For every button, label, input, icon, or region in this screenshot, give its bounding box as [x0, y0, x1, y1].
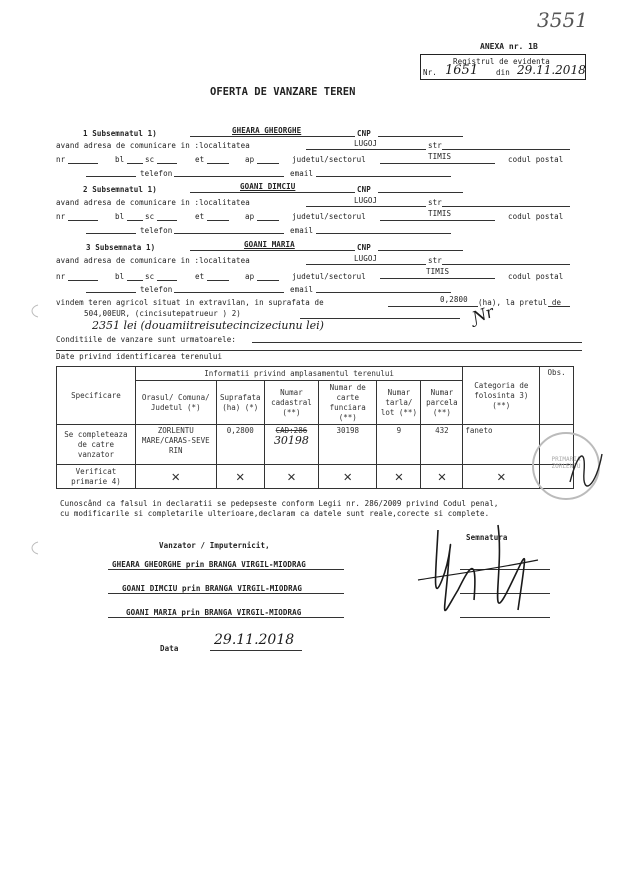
official-stamp: PRIMARIA ZORLENTU — [532, 432, 600, 500]
county-label: judetul/sectorul — [292, 155, 366, 164]
area-unit-text: (ha), la pretul de — [478, 298, 562, 307]
street-label: str — [428, 256, 442, 265]
page-title: OFERTA DE VANZARE TEREN — [210, 86, 356, 98]
nr-label: nr — [56, 155, 66, 164]
postal-code-label: codul postal — [508, 272, 564, 281]
person-name: GOANI MARIA — [244, 240, 295, 249]
cadastral-handwritten: 30198 — [273, 434, 309, 447]
cell-plot: 9 — [377, 425, 421, 465]
col-town: Orasul/ Comuna/ Judetul (*) — [135, 381, 216, 425]
registry-box — [420, 54, 586, 80]
seller-label: Vanzator / Imputernicit, — [159, 541, 270, 550]
seller-1: GHEARA GHEORGHE prin BRANGA VIRGIL-MIODRAG — [112, 560, 306, 569]
row-label: Se completeaza de catre vanzator — [57, 425, 136, 465]
price-text: 504,00EUR, (cincisutepatrueur ) 2) — [84, 309, 241, 318]
cell-land-book: 30198 — [319, 425, 377, 465]
check-mark: ✕ — [319, 465, 377, 489]
check-mark: ✕ — [135, 465, 216, 489]
et-label: et — [195, 155, 205, 164]
table-row — [57, 425, 574, 465]
address-label: avand adresa de comunicare in :localitatea — [56, 256, 250, 265]
email-label: email — [290, 285, 314, 294]
check-mark: ✕ — [377, 465, 421, 489]
locality-value: LUGOJ — [354, 254, 378, 263]
check-mark: ✕ — [264, 465, 318, 489]
terrain-table — [56, 366, 574, 489]
locality-value: LUGOJ — [354, 196, 378, 205]
terrain-header: Date privind identificarea terenului — [56, 352, 223, 361]
phone-label: telefon — [140, 169, 173, 178]
cell-town: ZORLENTU MARE/CARAS-SEVE RIN — [135, 425, 216, 465]
registry-date: 29.11.2018 — [517, 63, 586, 77]
nr-label: nr — [56, 212, 66, 221]
bl-label: bl — [115, 212, 125, 221]
stamp-signature-mark — [566, 442, 606, 492]
seller-3: GOANI MARIA prin BRANGA VIRGIL-MIODRAG — [126, 608, 302, 617]
sale-text: vindem teren agricol situat in extravilan, in suprafata de — [56, 298, 324, 307]
punch-hole-mark — [26, 303, 40, 319]
postal-code-label: codul postal — [508, 212, 564, 221]
street-label: str — [428, 198, 442, 207]
ap-label: ap — [245, 272, 255, 281]
county-value: TIMIS — [428, 152, 452, 161]
cnp-label: CNP — [357, 243, 371, 252]
col-area: Suprafata (ha) (*) — [216, 381, 264, 425]
handwritten-price: 2351 lei (douamiitreisutecincizeciunu lei) — [92, 319, 324, 332]
phone-label: telefon — [140, 285, 173, 294]
county-label: judetul/sectorul — [292, 272, 366, 281]
annex-label: ANEXA nr. 1B — [480, 42, 538, 51]
person-name: GHEARA GHEORGHE — [232, 126, 302, 135]
registry-din-label: din — [496, 68, 510, 77]
col-parcel: Numar parcela (**) — [421, 381, 463, 425]
et-label: et — [195, 272, 205, 281]
bl-label: bl — [115, 272, 125, 281]
cell-cadastral — [264, 425, 318, 465]
postal-code-label: codul postal — [508, 155, 564, 164]
date-label: Data — [160, 644, 179, 653]
person-name: GOANI DIMCIU — [240, 182, 296, 191]
cell-area: 0,2800 — [216, 425, 264, 465]
check-mark: ✕ — [463, 465, 540, 489]
signature-label: Semnatura — [466, 533, 508, 542]
email-label: email — [290, 226, 314, 235]
registry-nr-label: Nr. — [423, 68, 437, 77]
address-label: avand adresa de comunicare in :localitatea — [56, 198, 250, 207]
ap-label: ap — [245, 155, 255, 164]
cnp-label: CNP — [357, 185, 371, 194]
sc-label: sc — [145, 155, 155, 164]
col-plot: Numar tarla/ lot (**) — [377, 381, 421, 425]
col-land-book: Numar de carte funciara (**) — [319, 381, 377, 425]
table-row — [57, 465, 574, 489]
punch-hole-mark — [26, 540, 40, 556]
declaration-line-2: cu modificarile si completarile ulterioare,declaram ca datele sunt reale,corecte si complete. — [60, 509, 490, 518]
initials-mark: Ɲr — [469, 301, 497, 328]
person-label: 1 Subsemnatul 1) — [83, 129, 157, 138]
et-label: et — [195, 212, 205, 221]
street-label: str — [428, 141, 442, 150]
cell-category: faneto — [463, 425, 540, 465]
person-label: 2 Subsemnatul 1) — [83, 185, 157, 194]
spec-header: Specificare — [57, 367, 136, 425]
seller-2: GOANI DIMCIU prin BRANGA VIRGIL-MIODRAG — [122, 584, 302, 593]
declaration-line-1: Cunoscând ca falsul in declaratii se pedepseste conform Legii nr. 286/2009 privind Codul penal, — [60, 499, 499, 508]
check-mark: ✕ — [216, 465, 264, 489]
locality-value: LUGOJ — [354, 139, 378, 148]
col-cadastral: Numar cadastral (**) — [264, 381, 318, 425]
row-label: Verificat primarie 4) — [57, 465, 136, 489]
cell-parcel: 432 — [421, 425, 463, 465]
county-label: judetul/sectorul — [292, 212, 366, 221]
phone-label: telefon — [140, 226, 173, 235]
area-value: 0,2800 — [440, 295, 468, 304]
email-label: email — [290, 169, 314, 178]
registry-label: Registrul de evidenta — [453, 57, 550, 66]
sc-label: sc — [145, 272, 155, 281]
conditions-label: Conditiile de vanzare sunt urmatoarele: — [56, 335, 236, 344]
nr-label: nr — [56, 272, 66, 281]
registry-number: 1651 — [445, 63, 479, 78]
location-header: Informatii privind amplasamentul terenului — [135, 367, 463, 381]
obs-header: Obs. — [540, 367, 574, 425]
ap-label: ap — [245, 212, 255, 221]
county-value: TIMIS — [426, 267, 450, 276]
check-mark: ✕ — [421, 465, 463, 489]
sc-label: sc — [145, 212, 155, 221]
handwritten-corner-number: 3551 — [537, 8, 588, 32]
address-label: avand adresa de comunicare in :localitatea — [56, 141, 250, 150]
person-label: 3 Subsemnata 1) — [86, 243, 156, 252]
bl-label: bl — [115, 155, 125, 164]
category-header: Categoria de folosinta 3) (**) — [463, 367, 540, 425]
cadastral-typed: CAD:286 — [275, 426, 308, 435]
date-value: 29.11.2018 — [214, 632, 295, 648]
cnp-label: CNP — [357, 129, 371, 138]
handwritten-signature — [408, 510, 558, 650]
county-value: TIMIS — [428, 209, 452, 218]
